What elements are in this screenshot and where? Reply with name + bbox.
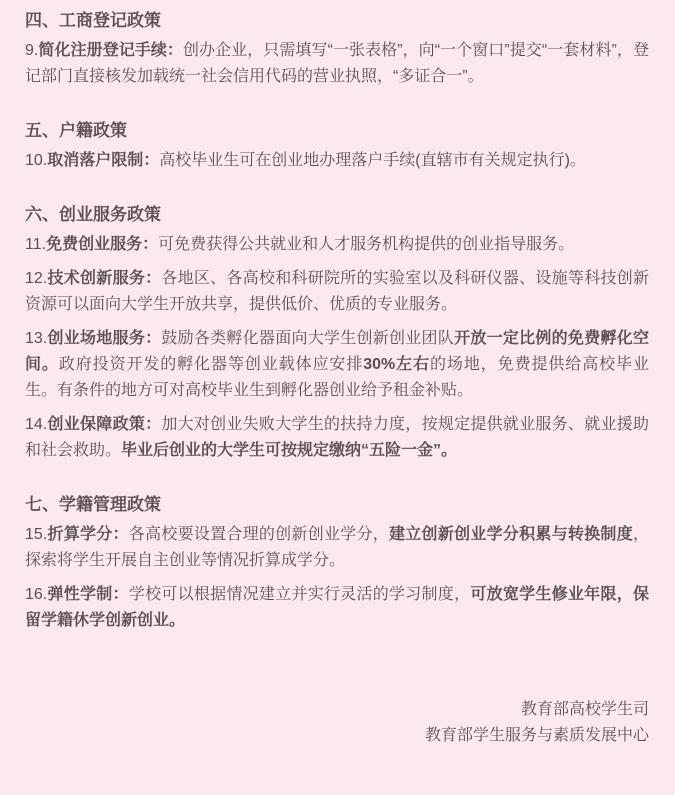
section-heading-student-status: 七、学籍管理政策: [25, 495, 161, 514]
item-label: 简化注册登记手续：: [38, 42, 183, 59]
item-text: 加大对创业失败大学生的扶持力度，按规定提供就业服务、就业援助和社会救助。: [25, 416, 649, 459]
signature-line-2: 教育部学生服务与素质发展中心: [424, 727, 649, 744]
item-emphasis: 30%左右: [363, 356, 431, 373]
item-emphasis: 开放一定比例的免费孵化空间。: [25, 330, 649, 373]
item-emphasis: 毕业后创业的大学生可按规定缴纳“五险一金”。: [121, 442, 458, 459]
section-heading-startup-services: 六、创业服务政策: [25, 205, 161, 224]
item-number: 14.: [25, 416, 48, 433]
item-text: ，探索将学生开展自主创业等情况折算成学分。: [25, 526, 649, 569]
item-label: 免费创业服务：: [46, 236, 159, 253]
item-text: 鼓励各类孵化器面向大学生创新创业团队: [161, 330, 455, 347]
item-emphasis: 可放宽学生修业年限，保留学籍休学创新创业。: [25, 586, 649, 629]
policy-item-12: [25, 266, 649, 318]
policy-document: [25, 8, 649, 749]
item-text: 各高校要设置合理的创新创业学分，: [128, 526, 390, 543]
item-emphasis: 建立创新创业学分积累与转换制度: [389, 526, 633, 543]
item-label: 创业场地服务：: [47, 330, 162, 347]
item-number: 12.: [25, 270, 48, 287]
section-heading-business-registration: 四、工商登记政策: [25, 11, 161, 30]
policy-item-9: [25, 38, 649, 90]
item-label: 弹性学制：: [47, 586, 129, 603]
item-number: 11.: [25, 236, 47, 253]
item-text: 创办企业，只需填写“一张表格”，向“一个窗口”提交“一套材料”，登记部门直接核发加载统一社会信用代码的营业执照，“多证合一”。: [25, 42, 649, 85]
item-number: 13.: [25, 330, 48, 347]
policy-item-16: [25, 582, 649, 634]
item-number: 15.: [25, 526, 48, 543]
item-number: 10.: [25, 152, 48, 169]
signature-line-1: 教育部高校学生司: [520, 701, 649, 718]
item-label: 技术创新服务：: [47, 270, 162, 287]
item-text: 政府投资开发的孵化器等创业载体应安排: [58, 356, 364, 373]
policy-item-14: [25, 412, 649, 464]
item-label: 创业保障政策：: [47, 416, 162, 433]
item-text: 各地区、各高校和科研院所的实验室以及科研仪器、设施等科技创新资源可以面向大学生开放共享，提供低价、优质的专业服务。: [25, 270, 649, 313]
item-text: 的场地，免费提供给高校毕业生。有条件的地方可对高校毕业生到孵化器创业给予租金补贴。: [25, 356, 649, 399]
policy-item-11: [25, 232, 649, 258]
item-text: 学校可以根据情况建立并实行灵活的学习制度，: [128, 586, 471, 603]
policy-item-15: [25, 522, 649, 574]
item-number: 16.: [25, 586, 48, 603]
item-text: 高校毕业生可在创业地办理落户手续(直辖市有关规定执行)。: [159, 152, 586, 169]
signature-footer: [25, 697, 649, 749]
policy-item-10: [25, 148, 649, 174]
policy-item-13: [25, 326, 649, 404]
section-heading-household-registration: 五、户籍政策: [25, 121, 127, 140]
item-label: 折算学分：: [47, 526, 129, 543]
item-text: 可免费获得公共就业和人才服务机构提供的创业指导服务。: [158, 236, 575, 253]
item-label: 取消落户限制：: [47, 152, 160, 169]
item-number: 9.: [25, 42, 39, 59]
